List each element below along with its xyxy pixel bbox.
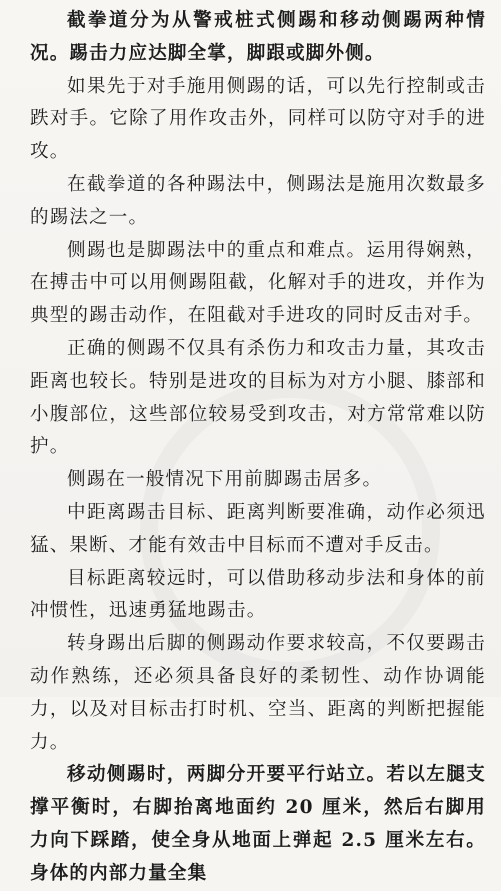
paragraph-7: 中距离踢击目标、距离判断要准确，动作必须迅猛、果断、才能有效击中目标而不遭对手反击。 [30,501,486,556]
paragraph-4: 侧踢也是脚踢法中的重点和难点。运用得娴熟，在搏击中可以用侧踢阻截，化解对手的进攻，并作为典型的踢击动作，在阻截对手进攻的同时反击对手。 [30,239,486,327]
body-text [30,5,486,891]
paragraph-1: 截拳道分为从警戒桩式侧踢和移动侧踢两种情况。踢击力应达脚全掌，脚跟或脚外侧。 [30,10,486,64]
paragraph-8: 目标距离较远时，可以借助移动步法和身体的前冲惯性，迅速勇猛地踢击。 [30,567,486,622]
paragraph-2: 如果先于对手施用侧踢的话，可以先行控制或击跌对手。它除了用作攻击外，同样可以防守对手的进攻。 [30,75,486,163]
paragraph-9: 转身踢出后脚的侧踢动作要求较高，不仅要踢击动作熟练，还必须具备良好的柔韧性、动作协调能力，以及对目标击打时机、空当、距离的判断把握能力。 [30,633,486,753]
paragraph-10: 移动侧踢时，两脚分开要平行站立。若以左腿支撑平衡时，右脚抬离地面约 20 厘米，然后右脚用力向下踩踏，使全身从地面上弹起 2.5 厘米左右。身体的内部力量全集 [30,764,486,884]
paragraph-6: 侧踢在一般情况下用前脚踢击居多。 [67,469,383,491]
paragraph-3: 在截拳道的各种踢法中，侧踢法是施用次数最多的踢法之一。 [30,173,486,228]
paragraph-5: 正确的侧踢不仅具有杀伤力和攻击力量，其攻击距离也较长。特别是进攻的目标为对方小腿、膝部和小腹部位，这些部位较易受到攻击，对方常常难以防护。 [30,337,486,458]
